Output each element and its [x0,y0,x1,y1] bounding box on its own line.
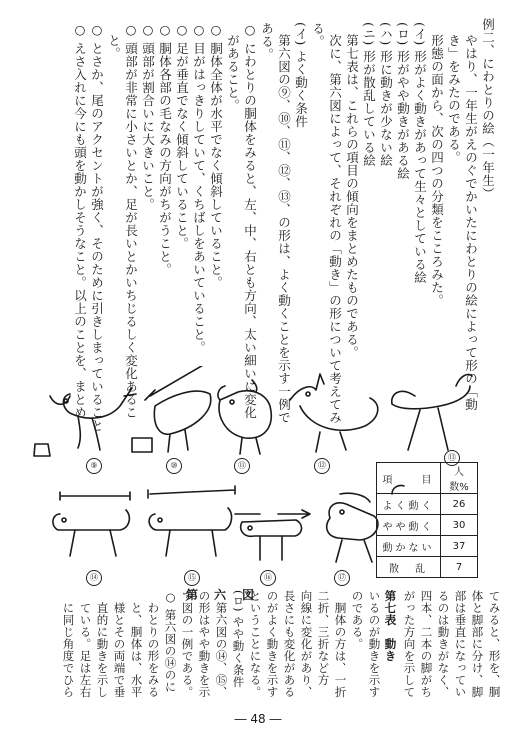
text-line: ○ 頭部が割合いに大きいこと。 [140,22,156,211]
figure-label-14: ⑭ [86,570,102,586]
figure-label-17: ⑰ [334,570,350,586]
figure-caption: 第 六 図 [186,588,257,602]
side-text-line: いるのが動きを示す [367,590,382,698]
text-line: ○ 胴体全体が水平でなく傾斜していること。 [208,22,224,289]
side-text-line: 長さにも変化がある [282,590,297,698]
section-heading: (ロ) やや動く条件 [231,590,246,689]
table-row [377,515,478,536]
table-cell-value: 37 [441,536,478,557]
side-text-line: ○ 第六図の⑭のに [163,590,178,693]
side-text-line: 様とその両端で垂 [112,602,127,698]
side-text-line: 体と脚部に分け、脚 [470,590,485,698]
table-header-row [377,463,478,494]
text-line: き」をみたのである。 [446,34,462,164]
chicken-drawing-15 [148,486,235,556]
side-text-line: わとりの形をみる [146,602,161,698]
chicken-drawing-10 [132,366,211,452]
text-line: やはり、一年生がえのぐでかいたにわとりの絵によって形の「動 [463,34,479,411]
side-text-line: す図の一例である。 [180,590,195,698]
side-text-line: 向線に変化があり、 [299,590,314,698]
chicken-drawing-11 [218,380,271,454]
side-text-line: 部は垂直になってい [453,590,468,698]
side-text-line: てみると、形を、胴 [487,590,502,698]
side-text-line: 胴体の方は、一折 [333,602,348,698]
text-line: ○ 胴体各部の毛なみの方向がちがうこと。 [157,22,173,276]
table-cell-label: 散 乱 [377,557,441,578]
figure-label-10: ⑩ [166,458,182,474]
side-text-line: 四本、二本の脚がち [419,590,434,698]
figure-label-11: ⑪ [234,458,250,474]
side-text-line: に同じ角度でひら [61,602,76,698]
side-text-line: のがよく動きを示す [265,590,280,698]
table-cell-value: 7 [441,557,478,578]
text-line: 第六図の⑨、⑩、⑪、⑫、⑬、の形は、よく動くことを示す一例で [276,34,292,424]
table-header-item: 項 目 [377,463,441,494]
side-text-line: るのは動きがなく、 [436,590,451,698]
side-text-line: の形はやや動きを示 [197,590,212,698]
side-text-line: がった方向を示して [402,590,417,698]
table-header-count: 人数% [441,463,478,494]
text-line: ○ 目がはっきりしていて、くちばしをあいていること。 [191,22,207,354]
text-line: ○ 頭部が非常に小さいとか、足が長いとかいちじるしく変化あるこ [123,22,139,419]
table-cell-label: やや動く [377,515,441,536]
text-line: (ニ) 形が散乱している絵 [361,22,377,168]
table-row [377,557,478,578]
table-cell-value: 30 [441,515,478,536]
text-line: ○ にわとりの胴体をみると、左、中、右とも方向、太い細いに変化 [242,22,258,419]
side-text-line: ということになる。 [248,590,263,698]
table-cell-label: 動かない [377,536,441,557]
text-line: と。 [106,34,122,60]
text-line: (ハ) 形に動きが少ない絵 [378,22,394,168]
side-text-line: 第六図の⑭、⑮、 [214,602,229,698]
figure-label-12: ⑫ [314,458,330,474]
text-line: があること。 [225,34,241,112]
side-text-line: 二折、三折など方 [316,590,331,686]
text-line: 例二、にわとりの絵（一年生） [480,18,496,200]
chicken-drawing-12 [290,374,378,452]
side-text-line: と、胴体は、水平 [129,602,144,698]
section-heading: (イ) よく動く条件 [293,22,309,129]
chicken-drawing-13 [392,374,472,450]
text-line: る。 [310,22,326,48]
chicken-drawing-14 [53,492,130,556]
side-text-line: のである。 [350,590,365,650]
figure-label-16: ⑯ [260,570,276,586]
text-line: 次に、第六図によって、それぞれの「動き」の形について考えてみ [327,34,343,424]
text-line: 形態の面から、次の四つの分類をこころみた。 [429,34,445,307]
text-line: (ロ) 形がやや動きがある絵 [395,22,411,181]
figure-label-13: ⑬ [444,450,460,466]
figure-label-9: ⑨ [86,458,102,474]
figure-label-15: ⑮ [184,570,200,586]
chicken-drawing-16 [235,510,310,560]
table-cell-value: 26 [441,494,478,515]
text-line: ○ とさか、尾のアクセントが強く、そのために引きしまっていること [89,22,105,432]
text-line: ○ えさ入れに今にも頭を動かしそうなこと。以上のことを、まとめ [72,22,88,419]
side-text-line: ている。足は左右 [78,602,93,698]
side-text-line: 直的に動きを示し [95,602,110,698]
text-line: ある。 [259,22,275,61]
table-seven [376,462,478,578]
text-line: (イ) 形がよく動きがあって生々としている絵 [412,22,428,285]
page-number: ― 48 ― [234,712,282,726]
table-row [377,494,478,515]
table-cell-label: よく動く [377,494,441,515]
chicken-drawing-9 [34,388,136,456]
text-line: ○ 足が垂直でなく傾斜していること。 [174,22,190,250]
table-title: 第七表 動き [383,590,398,662]
text-line: 第七表は、これらの項目の傾向をまとめたものである。 [344,34,360,359]
table-row [377,536,478,557]
